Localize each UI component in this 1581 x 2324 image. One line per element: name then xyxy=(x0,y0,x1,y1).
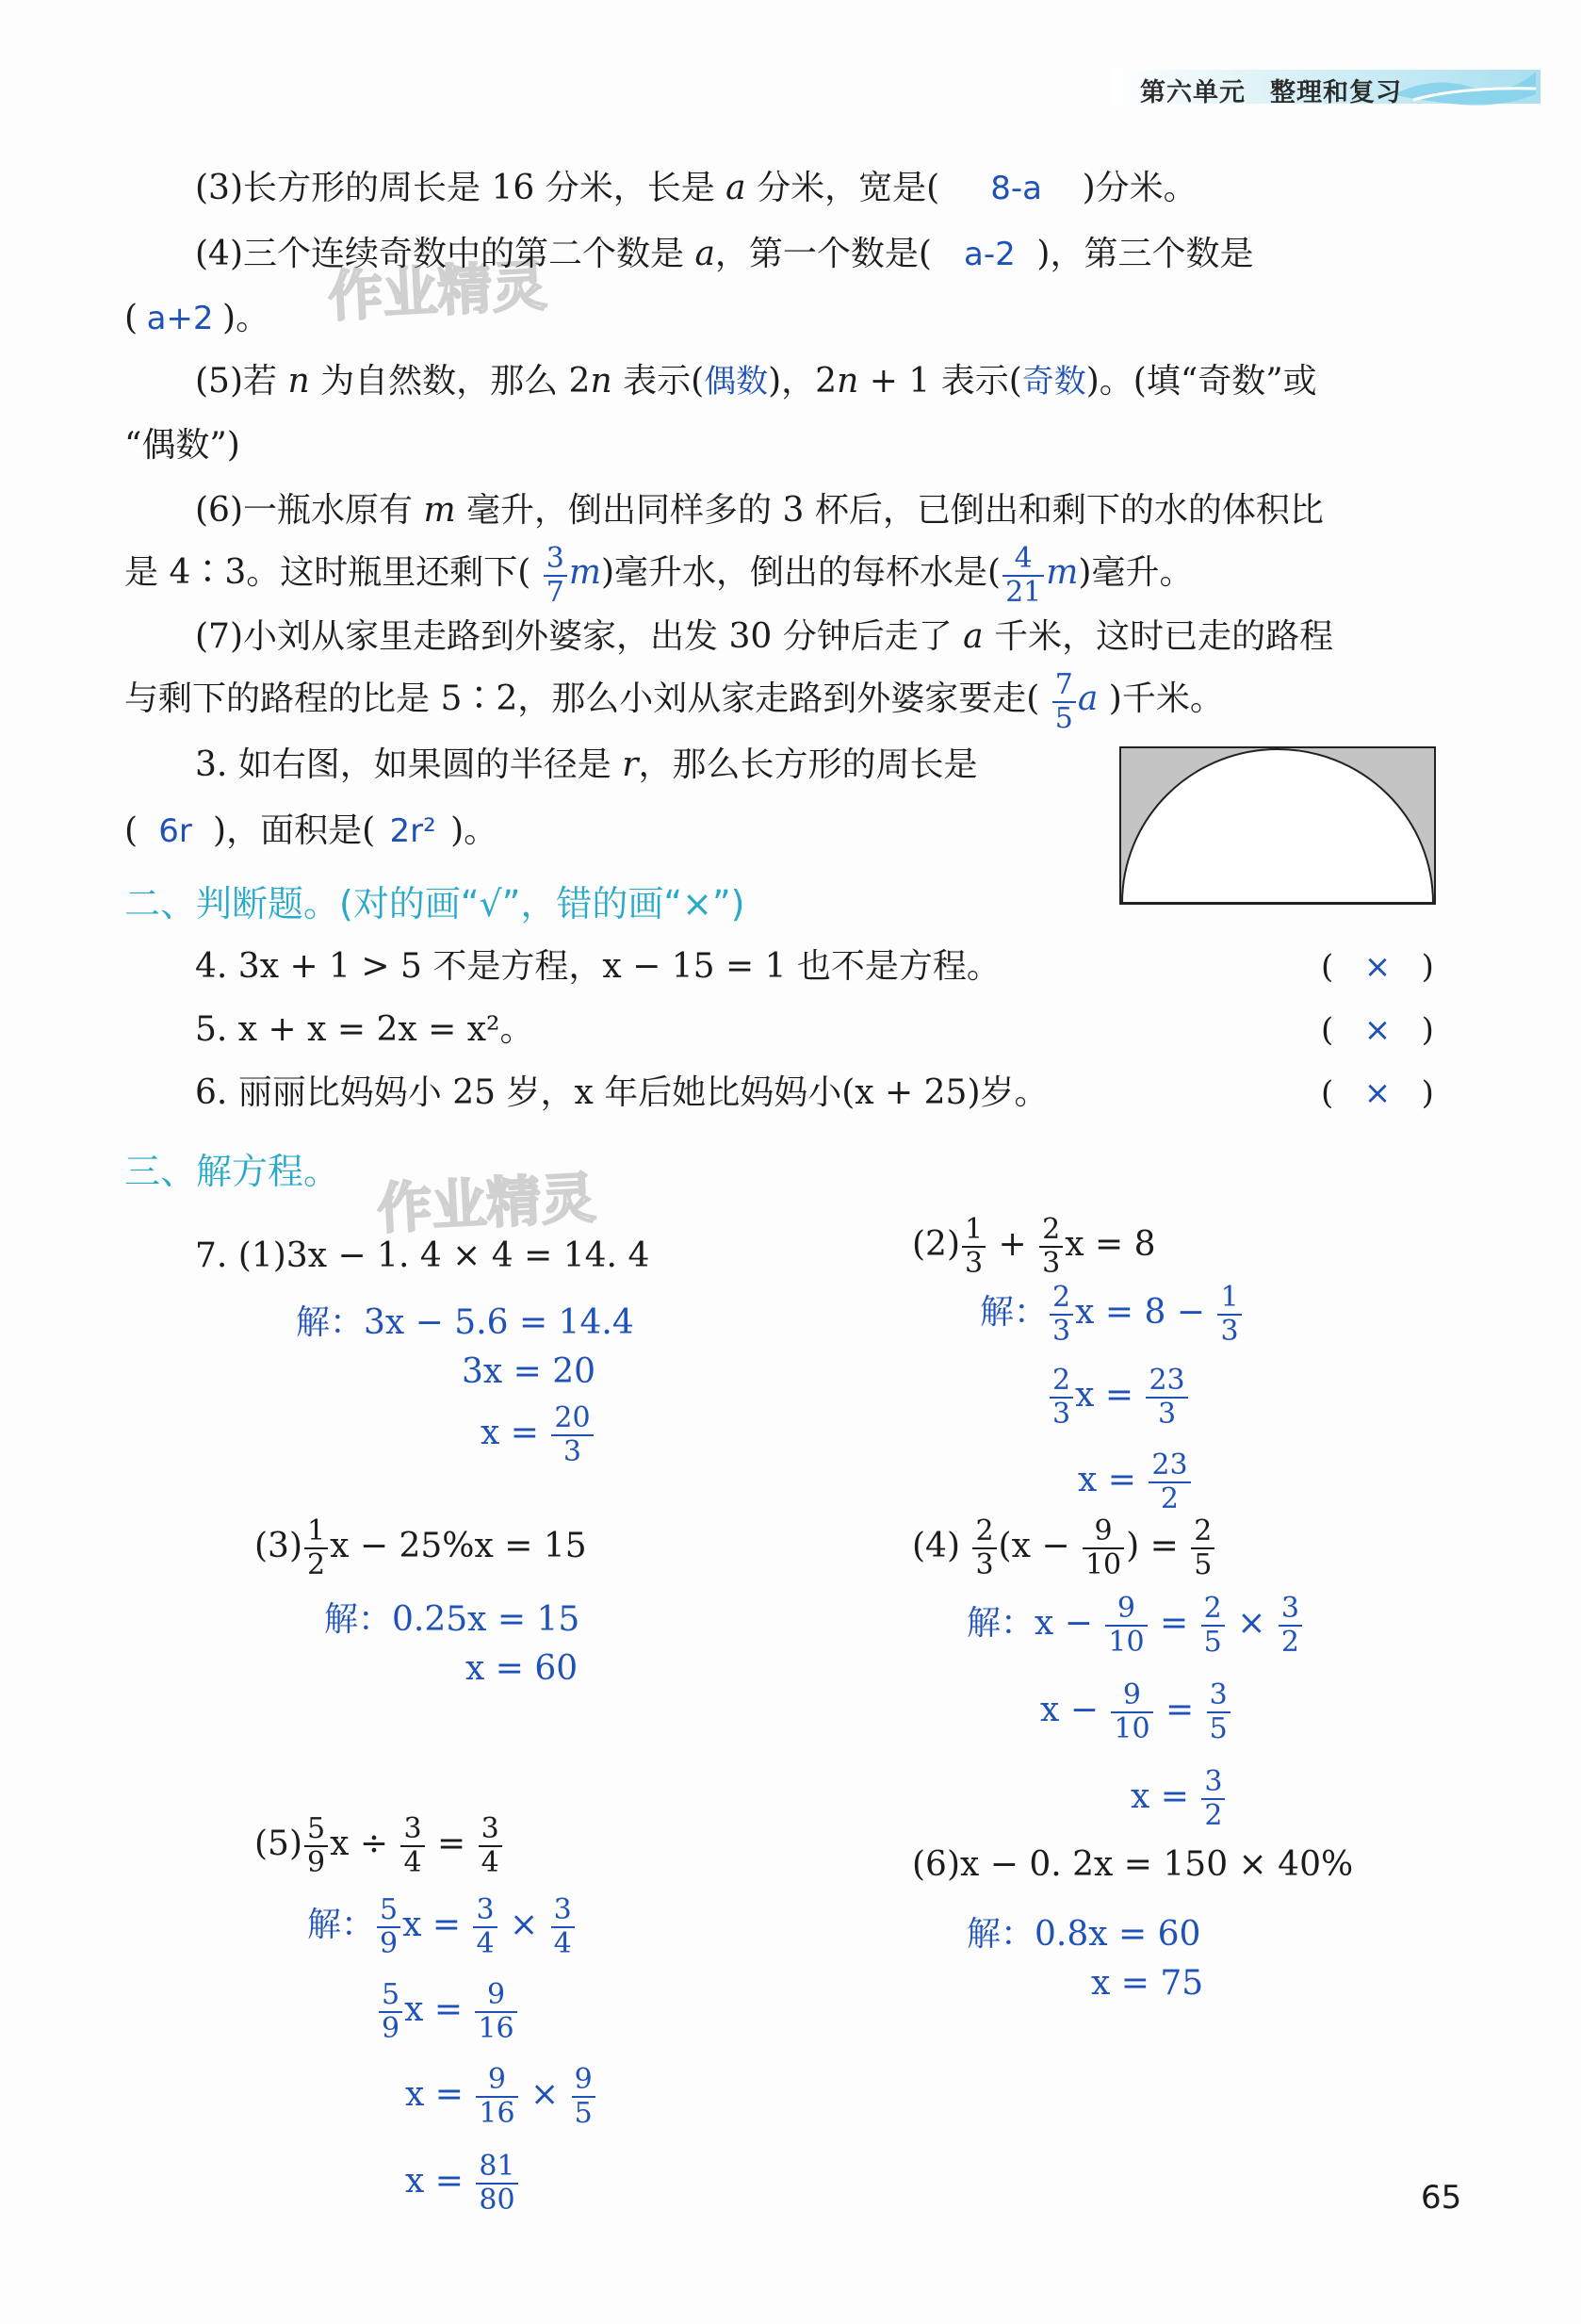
answer: a+2 xyxy=(146,300,214,337)
eq1-step2: 3x = 20 xyxy=(462,1352,596,1391)
eq3-step1: 解：0.25x = 15 xyxy=(324,1600,580,1639)
eq2-step1: 解： $\frac{2}{3}$ x = 8 − $\frac{1}{3}$ xyxy=(980,1284,1244,1346)
question-6-line2: 是 4∶3。这时瓶里还剩下( $\frac{3}{7}$ m)毫升水，倒出的每杯水是( $\frac{4}{21}$ m)毫升。 xyxy=(124,542,1194,609)
answer: 8-a xyxy=(990,170,1042,207)
eq2-step3: x = $\frac{23}{2}$ xyxy=(1078,1451,1193,1514)
answer-fraction: $\frac{4}{21}$ xyxy=(1002,545,1044,607)
equation-4: (4) $\frac{2}{3}$ (x − $\frac{9}{10}$ ) = $\frac{2}{5}$ xyxy=(912,1517,1216,1579)
wave-decoration-icon xyxy=(1394,66,1536,109)
judge-answer-5: ( × ) xyxy=(1321,1011,1434,1049)
section-judgement-title: 二、判断题。(对的画“√”，错的画“×”) xyxy=(124,883,745,925)
question-6-line1: (6)一瓶水原有 m 毫升，倒出同样多的 3 杯后，已倒出和剩下的水的体积比 xyxy=(195,491,1324,530)
answer: 奇数 xyxy=(1021,363,1086,401)
question-3-circle-line1: 3. 如右图，如果圆的半径是 r，那么长方形的周长是 xyxy=(195,745,978,784)
eq1-step3: x = $\frac{20}{3}$ xyxy=(481,1404,595,1466)
question-5-line2: “偶数”) xyxy=(124,426,240,465)
equation-3: (3) $\frac{1}{2}$ x − 25%x = 15 xyxy=(254,1514,587,1581)
eq4-step1: 解：x − $\frac{9}{10}$ = $\frac{2}{5}$ × $\frac{3}{2}$ xyxy=(967,1595,1304,1657)
eq5-step2: $\frac{5}{9}$ x = $\frac{9}{16}$ xyxy=(377,1981,519,2043)
eq2-step2: $\frac{2}{3}$ x = $\frac{23}{3}$ xyxy=(1048,1367,1190,1429)
header-text xyxy=(1140,72,1402,108)
answer: 2r² xyxy=(389,812,436,850)
topic-label: 整理和复习 xyxy=(1270,78,1402,107)
equation-2: (2) $\frac{1}{3}$ + $\frac{2}{3}$ x = 8 xyxy=(912,1213,1156,1280)
eq5-step4: x = $\frac{81}{80}$ xyxy=(405,2152,520,2215)
question-7-line2: 与剩下的路程的比是 5∶2，那么小刘从家走路到外婆家要走( $\frac{7}{5}$ a )千米。 xyxy=(124,668,1224,735)
equation-1: 7. (1)3x − 1. 4 × 4 = 14. 4 xyxy=(195,1236,650,1275)
eq6-step2: x = 75 xyxy=(1091,1964,1204,2003)
question-5-line1: (5)若 n 为自然数，那么 2n 表示(偶数)，2n + 1 表示(奇数)。(填“奇数”或 xyxy=(195,362,1317,401)
question-4-line1: (4)三个连续奇数中的第二个数是 a，第一个数是( a-2 )，第三个数是 xyxy=(195,235,1254,273)
question-3-circle-line2: ( 6r )，面积是( 2r² )。 xyxy=(124,811,498,850)
eq5-step1: 解： $\frac{5}{9}$ x = $\frac{3}{4}$ × $\frac{3}{4}$ xyxy=(307,1896,577,1958)
eq5-step3: x = $\frac{9}{16}$ × $\frac{9}{5}$ xyxy=(405,2066,597,2128)
answer-fraction: $\frac{3}{7}$ xyxy=(544,545,567,607)
semicircle-rectangle-figure xyxy=(1119,746,1436,905)
judge-item-6: 6. 丽丽比妈妈小 25 岁，x 年后她比妈妈小(x + 25)岁。 xyxy=(195,1073,1049,1112)
section-equations-title: 三、解方程。 xyxy=(124,1151,340,1192)
answer: a-2 xyxy=(964,236,1016,273)
answer: 偶数 xyxy=(704,363,769,401)
eq4-step3: x = $\frac{3}{2}$ xyxy=(1131,1768,1227,1830)
judge-item-4: 4. 3x + 1 > 5 不是方程，x − 15 = 1 也不是方程。 xyxy=(195,947,1001,986)
judge-answer-4: ( × ) xyxy=(1321,948,1434,986)
question-3-rect: (3)长方形的周长是 16 分米，长是 a 分米，宽是( 8-a )分米。 xyxy=(195,169,1198,207)
eq3-step2: x = 60 xyxy=(465,1649,579,1688)
answer-fraction: $\frac{7}{5}$ xyxy=(1052,671,1076,733)
eq1-step1: 解：3x − 5.6 = 14.4 xyxy=(296,1303,634,1342)
equation-6: (6)x − 0. 2x = 150 × 40% xyxy=(912,1845,1354,1884)
page-number: 65 xyxy=(1421,2179,1462,2217)
question-7-line1: (7)小刘从家里走路到外婆家，出发 30 分钟后走了 a 千米，这时已走的路程 xyxy=(195,617,1334,656)
judge-item-5: 5. x + x = 2x = x²。 xyxy=(195,1010,534,1049)
answer: 6r xyxy=(158,812,192,850)
judge-answer-6: ( × ) xyxy=(1321,1074,1434,1112)
watermark: 作业精灵 xyxy=(375,1165,597,1242)
eq4-step2: x − $\frac{9}{10}$ = $\frac{3}{5}$ xyxy=(1040,1681,1232,1743)
unit-header xyxy=(1112,62,1540,109)
eq6-step1: 解：0.8x = 60 xyxy=(967,1915,1201,1954)
question-4-line2: ( a+2 )。 xyxy=(124,299,270,337)
unit-label: 第六单元 xyxy=(1140,78,1246,107)
watermark: 作业精灵 xyxy=(326,253,548,330)
equation-5: (5) $\frac{5}{9}$ x ÷ $\frac{3}{4}$ = $\frac{3}{4}$ xyxy=(254,1815,504,1877)
